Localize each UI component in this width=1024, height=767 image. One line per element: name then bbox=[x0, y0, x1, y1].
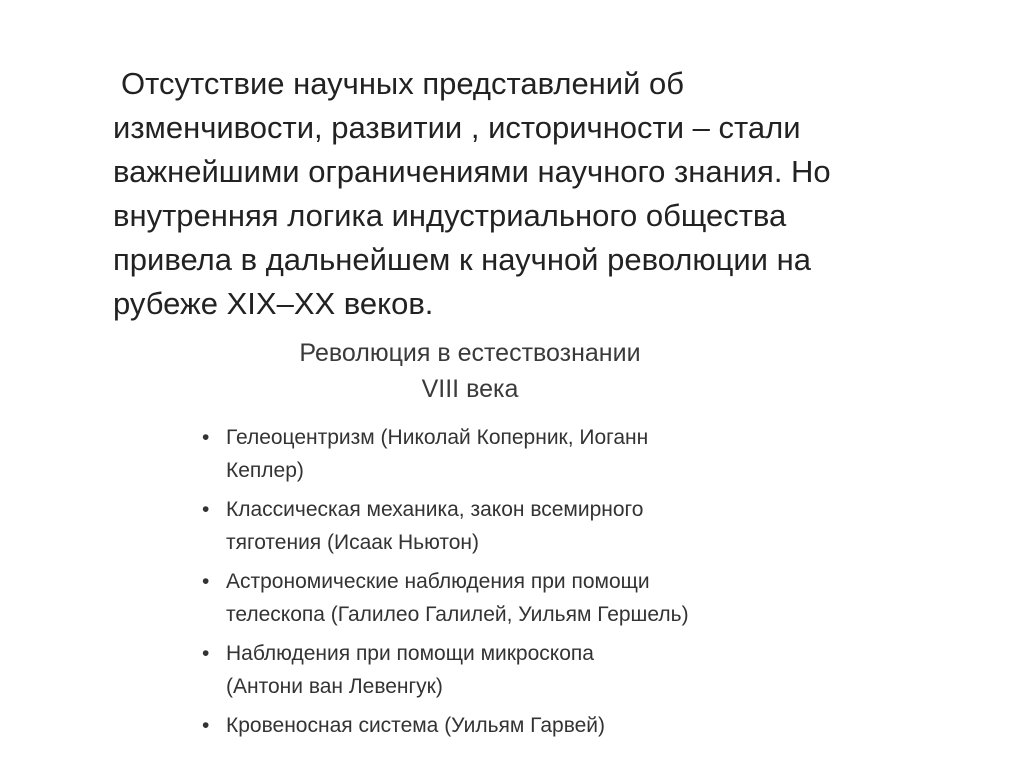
intro-line: рубеже XIX–XX веков. bbox=[113, 286, 434, 321]
inset-title-line: Революция в естествознании bbox=[299, 339, 641, 367]
inset-title bbox=[200, 335, 740, 407]
intro-line: Отсутствие научных представлений об bbox=[121, 66, 685, 101]
list-item-text: Астрономические наблюдения при помощи bbox=[226, 570, 650, 593]
list-item bbox=[200, 421, 780, 487]
list-item-text: Гелеоцентризм (Николай Коперник, Иоганн bbox=[226, 426, 649, 449]
list-item bbox=[200, 493, 780, 559]
intro-paragraph bbox=[113, 62, 933, 326]
bullet-icon: • bbox=[202, 426, 210, 449]
bullet-list bbox=[200, 421, 780, 742]
list-item-text: Классическая механика, закон всемирного bbox=[226, 498, 644, 521]
list-item-text: (Антони ван Левенгук) bbox=[226, 675, 443, 698]
intro-line: изменчивости, развитии , историчности – стали bbox=[113, 110, 801, 145]
inset-title-line: VIII века bbox=[421, 375, 519, 403]
list-item-text: Наблюдения при помощи микроскопа bbox=[226, 642, 594, 665]
bullet-icon: • bbox=[202, 570, 210, 593]
list-item-text: телескопа (Галилео Галилей, Уильям Гершель) bbox=[226, 603, 689, 626]
bullet-icon: • bbox=[202, 714, 210, 737]
list-item bbox=[200, 565, 780, 631]
list-item bbox=[200, 709, 780, 742]
list-item-text: тяготения (Исаак Ньютон) bbox=[226, 531, 480, 554]
bullet-icon: • bbox=[202, 498, 210, 521]
list-item bbox=[200, 637, 780, 703]
intro-line: внутренняя логика индустриального общества bbox=[113, 198, 787, 233]
intro-line: важнейшими ограничениями научного знания. Но bbox=[113, 154, 831, 189]
list-item-text: Кровеносная система (Уильям Гарвей) bbox=[226, 714, 606, 737]
intro-line: привела в дальнейшем к научной революции на bbox=[113, 242, 811, 277]
bullet-icon: • bbox=[202, 642, 210, 665]
inset-slide-image bbox=[200, 335, 780, 748]
list-item-text: Кеплер) bbox=[226, 459, 304, 482]
